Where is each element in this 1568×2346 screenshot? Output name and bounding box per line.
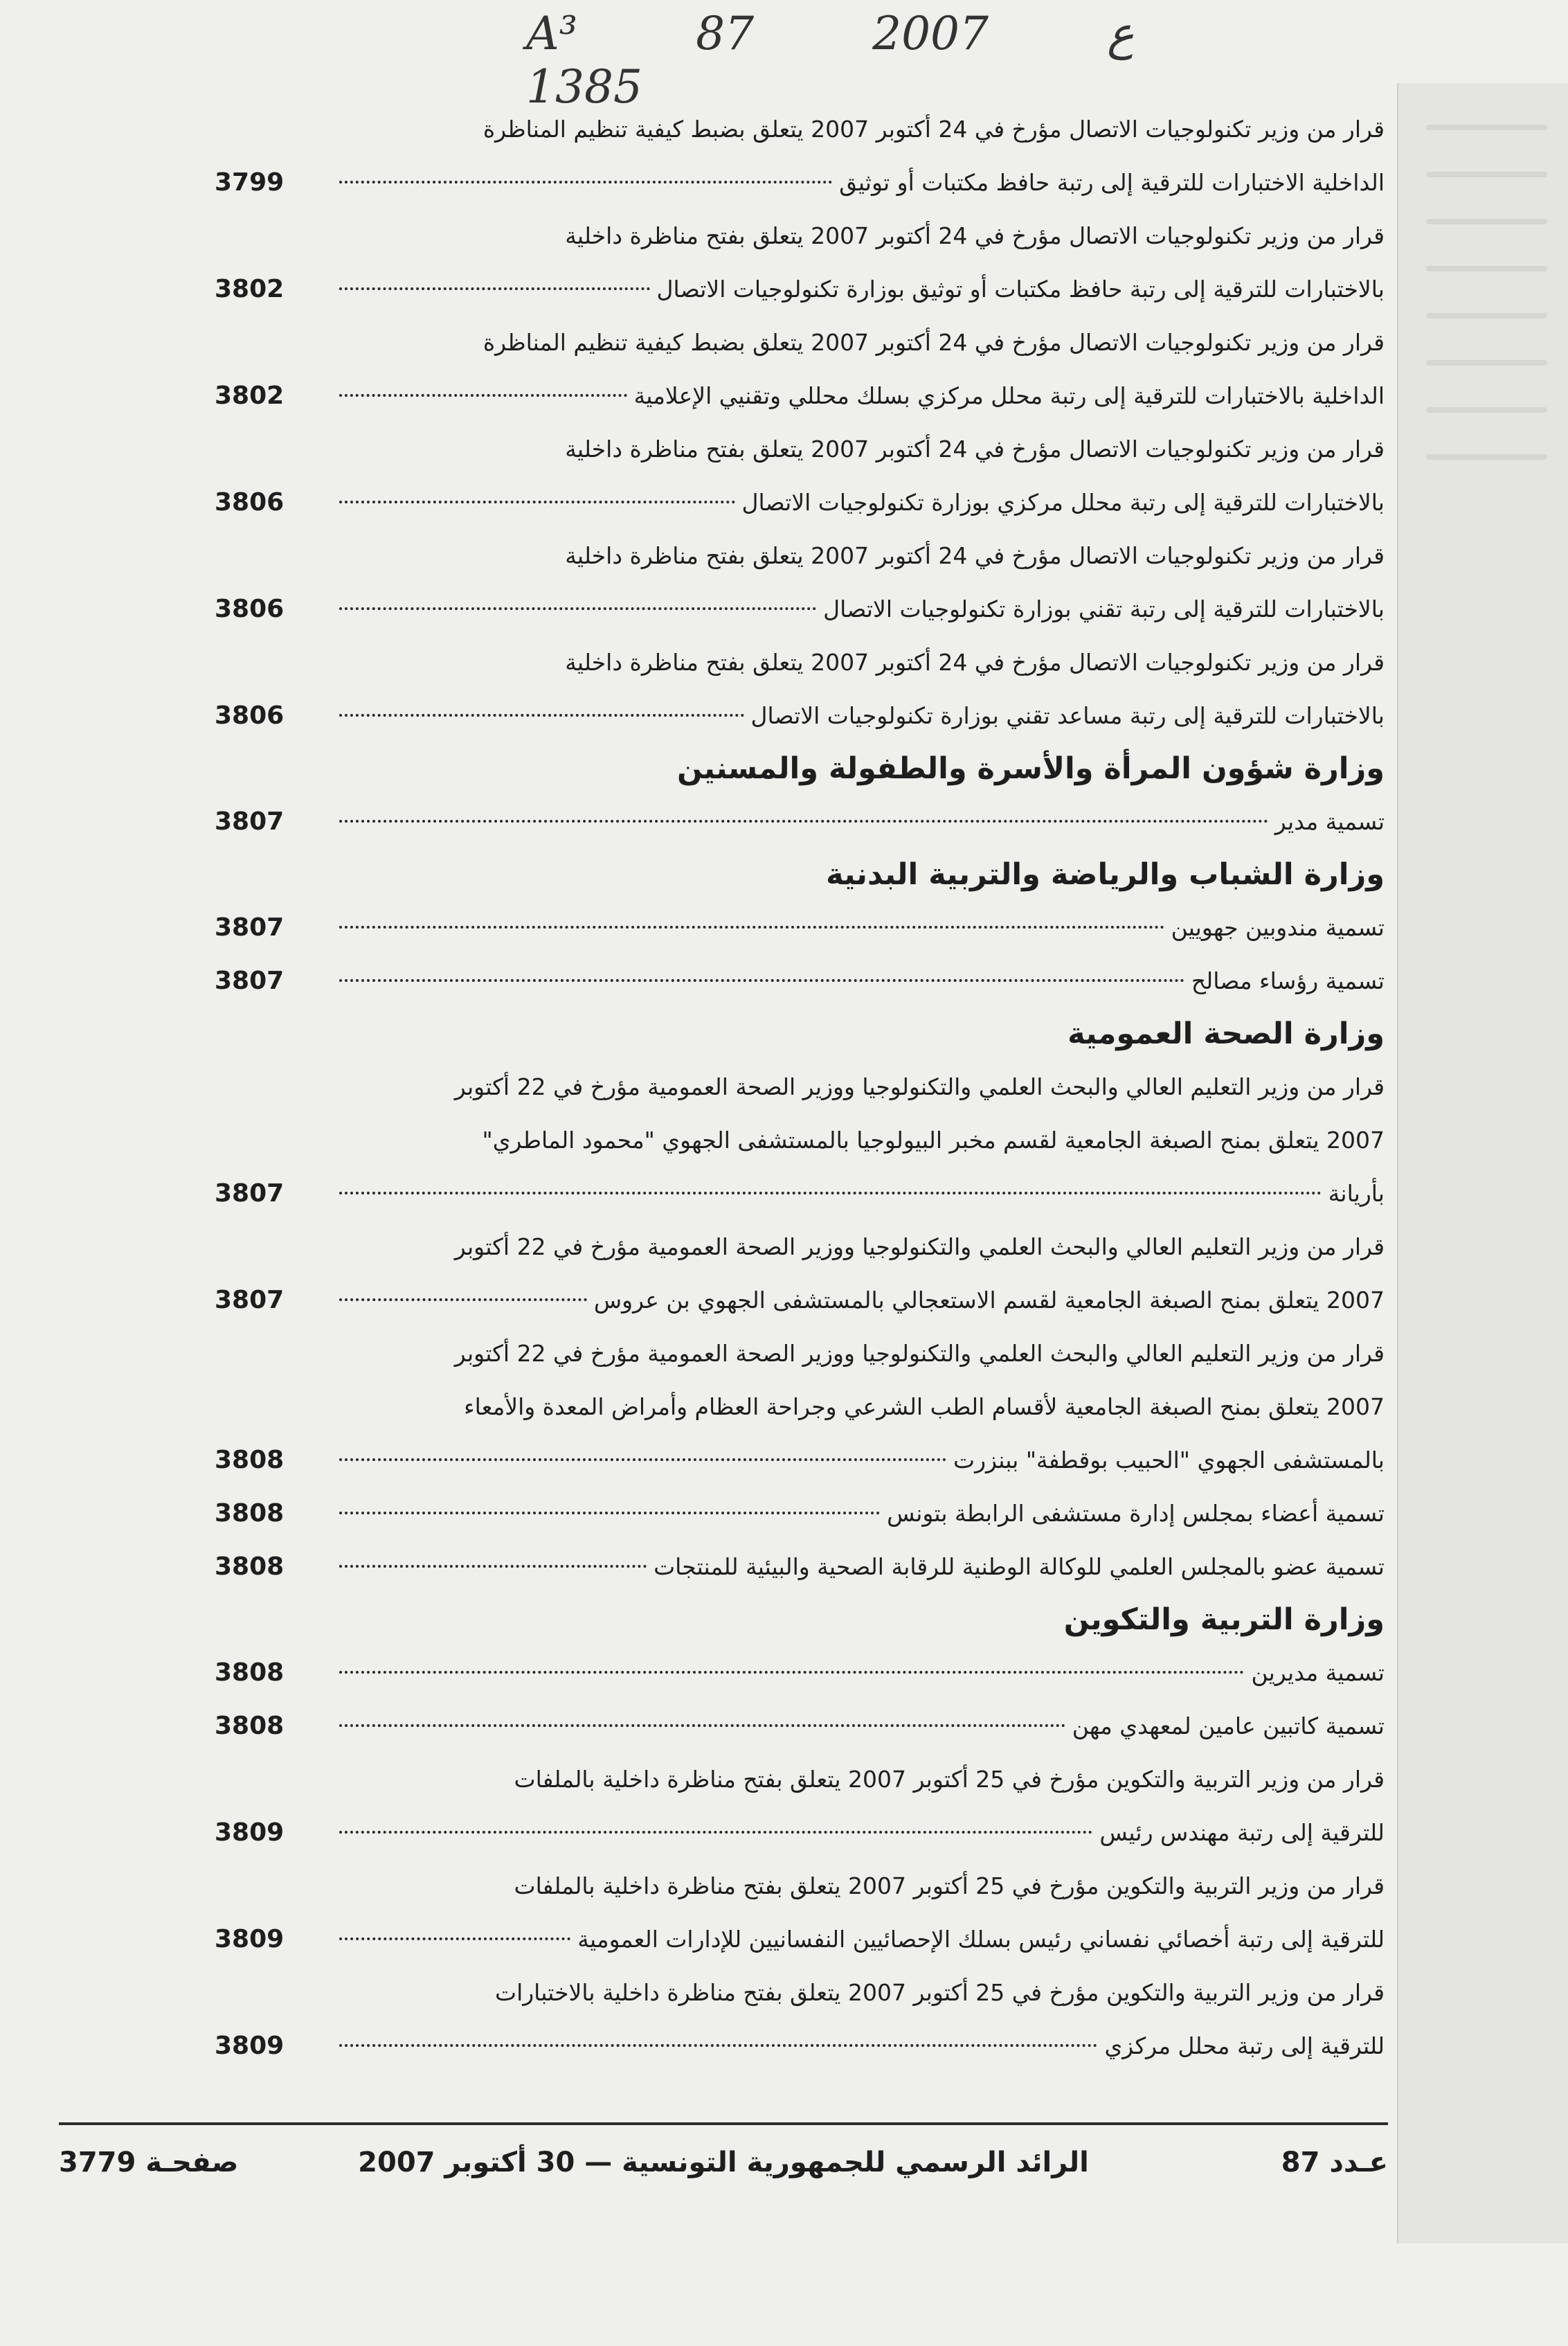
toc-entry[interactable] bbox=[215, 636, 1385, 742]
footer-divider bbox=[59, 2122, 1388, 2125]
toc-entry[interactable] bbox=[215, 1699, 1385, 1753]
entry-text bbox=[332, 316, 1385, 422]
ministry-heading: وزارة الصحة العمومية bbox=[1067, 1017, 1385, 1051]
entry-last-line: تسمية أعضاء بمجلس إدارة مستشفى الرابطة بتونس bbox=[887, 1500, 1385, 1527]
entry-text bbox=[332, 1327, 1385, 1487]
entry-text bbox=[332, 1859, 1385, 1966]
entry-line: قرار من وزير التربية والتكوين مؤرخ في 25 أكتوبر 2007 يتعلق بفتح مناظرة داخلية بالملفات bbox=[514, 1766, 1385, 1793]
entry-page-number: 3808 bbox=[215, 1552, 285, 1581]
page-footer bbox=[59, 2138, 1388, 2187]
dot-leader bbox=[339, 1937, 570, 1940]
entry-last-line: بالاختبارات للترقية إلى رتبة حافظ مكتبات أو توثيق بوزارة تكنولوجيات الاتصال bbox=[656, 276, 1385, 303]
entry-text bbox=[332, 1487, 1385, 1540]
entry-last-line: للترقية إلى رتبة مهندس رئيس bbox=[1099, 1819, 1385, 1846]
journal-title: الرائد الرسمي للجمهورية التونسية — 30 أكتوبر 2007 bbox=[358, 2147, 1089, 2178]
entry-line: قرار من وزير التعليم العالي والبحث العلمي والتكنولوجيا ووزير الصحة العمومية مؤرخ في 22 أكتوبر bbox=[454, 1233, 1385, 1260]
entry-page-number: 3806 bbox=[215, 488, 285, 517]
ministry-heading: وزارة التربية والتكوين bbox=[1063, 1602, 1385, 1637]
entry-text bbox=[332, 636, 1385, 742]
dot-leader bbox=[339, 820, 1268, 823]
entry-page-number: 3809 bbox=[215, 1818, 285, 1847]
entry-line: قرار من وزير تكنولوجيات الاتصال مؤرخ في 24 أكتوبر 2007 يتعلق بفتح مناظرة داخلية bbox=[565, 649, 1385, 676]
entry-last-line: تسمية عضو بالمجلس العلمي للوكالة الوطنية للرقابة الصحية والبيئية للمنتجات bbox=[654, 1553, 1385, 1580]
dot-leader bbox=[339, 1671, 1244, 1674]
entry-page-number: 3806 bbox=[215, 595, 285, 623]
entry-text bbox=[332, 1966, 1385, 2072]
entry-last-line: بالاختبارات للترقية إلى رتبة تقني بوزارة تكنولوجيات الاتصال bbox=[823, 596, 1385, 623]
dot-leader bbox=[339, 1512, 880, 1514]
toc-entry[interactable] bbox=[215, 1540, 1385, 1593]
entry-page-number: 3799 bbox=[215, 168, 285, 197]
ref-a: A³ bbox=[526, 7, 578, 60]
toc-entry[interactable] bbox=[215, 209, 1385, 316]
entry-last-line: تسمية كاتبين عامين لمعهدي مهن bbox=[1072, 1712, 1385, 1739]
dot-leader bbox=[339, 1458, 946, 1461]
entry-page-number: 3806 bbox=[215, 701, 285, 730]
toc-entry[interactable] bbox=[215, 1060, 1385, 1220]
toc-entry[interactable] bbox=[215, 1327, 1385, 1487]
dot-leader bbox=[339, 1724, 1065, 1727]
entry-page-number: 3808 bbox=[215, 1499, 285, 1528]
entry-text bbox=[332, 954, 1385, 1008]
toc-entry[interactable] bbox=[215, 901, 1385, 954]
entry-page-number: 3809 bbox=[215, 2032, 285, 2060]
toc-entry[interactable] bbox=[215, 1220, 1385, 1327]
dot-leader bbox=[339, 2044, 1097, 2047]
entry-text bbox=[332, 1753, 1385, 1859]
entry-text bbox=[332, 1699, 1385, 1753]
entry-page-number: 3808 bbox=[215, 1712, 285, 1740]
entry-text bbox=[332, 1220, 1385, 1327]
dot-leader bbox=[339, 926, 1164, 929]
entry-last-line: للترقية إلى رتبة أخصائي نفساني رئيس بسلك الإحصائيين النفسانيين للإدارات العمومية bbox=[577, 1926, 1385, 1953]
entry-line: قرار من وزير التربية والتكوين مؤرخ في 25 أكتوبر 2007 يتعلق بفتح مناظرة داخلية بالملفات bbox=[514, 1872, 1385, 1899]
entry-line: قرار من وزير التعليم العالي والبحث العلمي والتكنولوجيا ووزير الصحة العمومية مؤرخ في 22 أكتوبر bbox=[454, 1073, 1385, 1100]
entry-page-number: 3807 bbox=[215, 967, 285, 995]
dot-leader bbox=[339, 501, 735, 503]
dot-leader bbox=[339, 714, 744, 717]
entry-last-line: تسمية رؤساء مصالح bbox=[1191, 967, 1385, 994]
entry-page-number: 3807 bbox=[215, 807, 285, 836]
entry-last-line: تسمية مديرين bbox=[1251, 1659, 1385, 1686]
entry-page-number: 3807 bbox=[215, 1179, 285, 1208]
toc-entry[interactable] bbox=[215, 1859, 1385, 1966]
page-number: صفحـة 3779 bbox=[59, 2147, 239, 2178]
entry-last-line: بالمستشفى الجهوي "الحبيب بوقطفة" ببنزرت bbox=[953, 1447, 1385, 1474]
toc-entry[interactable] bbox=[215, 422, 1385, 529]
ref-issue: 87 bbox=[696, 7, 755, 60]
toc-entry[interactable] bbox=[215, 529, 1385, 636]
entry-page-number: 3802 bbox=[215, 275, 285, 303]
entry-text bbox=[332, 529, 1385, 636]
toc-entry[interactable] bbox=[215, 1487, 1385, 1540]
entry-text bbox=[332, 1540, 1385, 1593]
dot-leader bbox=[339, 1565, 647, 1568]
ref-number: 1385 bbox=[526, 60, 642, 114]
dot-leader bbox=[339, 1831, 1092, 1834]
dot-leader bbox=[339, 979, 1184, 982]
toc-entry[interactable] bbox=[215, 316, 1385, 422]
ministry-heading: وزارة الشباب والرياضة والتربية البدنية bbox=[826, 857, 1385, 892]
table-of-contents bbox=[215, 102, 1385, 2072]
entry-text bbox=[332, 1060, 1385, 1220]
handwritten-reference bbox=[526, 7, 1426, 114]
entry-page-number: 3802 bbox=[215, 382, 285, 410]
entry-text bbox=[332, 901, 1385, 954]
entry-line: 2007 يتعلق بمنح الصبغة الجامعية لقسم مخبر البيولوجيا بالمستشفى الجهوي "محمود الماطري" bbox=[482, 1127, 1385, 1154]
entry-line: قرار من وزير تكنولوجيات الاتصال مؤرخ في 24 أكتوبر 2007 يتعلق بضبط كيفية تنظيم المناظرة bbox=[483, 116, 1385, 143]
entry-last-line: للترقية إلى رتبة محلل مركزي bbox=[1104, 2032, 1385, 2059]
toc-entry[interactable] bbox=[215, 102, 1385, 209]
dot-leader bbox=[339, 181, 832, 183]
entry-text bbox=[332, 209, 1385, 316]
dot-leader bbox=[339, 287, 650, 290]
ref-year: 2007 bbox=[872, 7, 989, 60]
dot-leader bbox=[339, 394, 627, 397]
entry-line: قرار من وزير تكنولوجيات الاتصال مؤرخ في 24 أكتوبر 2007 يتعلق بفتح مناظرة داخلية bbox=[565, 436, 1385, 463]
entry-line: قرار من وزير التعليم العالي والبحث العلمي والتكنولوجيا ووزير الصحة العمومية مؤرخ في 22 أكتوبر bbox=[454, 1340, 1385, 1367]
entry-line: قرار من وزير تكنولوجيات الاتصال مؤرخ في 24 أكتوبر 2007 يتعلق بضبط كيفية تنظيم المناظرة bbox=[483, 329, 1385, 356]
entry-page-number: 3809 bbox=[215, 1925, 285, 1953]
entry-last-line: تسمية مندوبين جهويين bbox=[1171, 914, 1385, 941]
entry-line: قرار من وزير تكنولوجيات الاتصال مؤرخ في 24 أكتوبر 2007 يتعلق بفتح مناظرة داخلية bbox=[565, 222, 1385, 249]
issue-number: عـدد 87 bbox=[1281, 2147, 1388, 2178]
entry-last-line: بأريانة bbox=[1328, 1180, 1385, 1207]
entry-text bbox=[332, 795, 1385, 848]
ministry-heading: وزارة شؤون المرأة والأسرة والطفولة والمسنين bbox=[676, 751, 1385, 786]
entry-text bbox=[332, 1646, 1385, 1699]
dot-leader bbox=[339, 607, 816, 610]
dot-leader bbox=[339, 1298, 587, 1301]
entry-last-line: الداخلية بالاختبارات للترقية إلى رتبة محلل مركزي بسلك محللي وتقنيي الإعلامية bbox=[633, 382, 1385, 409]
entry-last-line: بالاختبارات للترقية إلى رتبة مساعد تقني بوزارة تكنولوجيات الاتصال bbox=[750, 702, 1385, 729]
entry-page-number: 3808 bbox=[215, 1446, 285, 1474]
entry-last-line: الداخلية الاختبارات للترقية إلى رتبة حافظ مكتبات أو توثيق bbox=[839, 169, 1385, 196]
toc-entry[interactable] bbox=[215, 954, 1385, 1008]
entry-text bbox=[332, 422, 1385, 529]
toc-entry[interactable] bbox=[215, 1966, 1385, 2072]
toc-entry[interactable] bbox=[215, 1646, 1385, 1699]
dot-leader bbox=[339, 1192, 1322, 1194]
entry-last-line: تسمية مدير bbox=[1274, 808, 1385, 835]
entry-text bbox=[332, 102, 1385, 209]
entry-line: 2007 يتعلق بمنح الصبغة الجامعية لأقسام الطب الشرعي وجراحة العظام وأمراض المعدة والأمعاء bbox=[464, 1393, 1385, 1420]
entry-page-number: 3808 bbox=[215, 1658, 285, 1687]
entry-page-number: 3807 bbox=[215, 913, 285, 942]
entry-page-number: 3807 bbox=[215, 1286, 285, 1314]
toc-entry[interactable] bbox=[215, 1753, 1385, 1859]
entry-line: قرار من وزير التربية والتكوين مؤرخ في 25 أكتوبر 2007 يتعلق بفتح مناظرة داخلية بالاختبارات bbox=[495, 1979, 1385, 2006]
adjacent-page-edge bbox=[1397, 83, 1568, 2244]
toc-entry[interactable] bbox=[215, 795, 1385, 848]
ref-letter: ع bbox=[1107, 7, 1135, 60]
entry-last-line: بالاختبارات للترقية إلى رتبة محلل مركزي بوزارة تكنولوجيات الاتصال bbox=[741, 489, 1385, 516]
entry-last-line: 2007 يتعلق بمنح الصبغة الجامعية لقسم الاستعجالي بالمستشفى الجهوي بن عروس bbox=[593, 1287, 1385, 1314]
entry-line: قرار من وزير تكنولوجيات الاتصال مؤرخ في 24 أكتوبر 2007 يتعلق بفتح مناظرة داخلية bbox=[565, 542, 1385, 569]
